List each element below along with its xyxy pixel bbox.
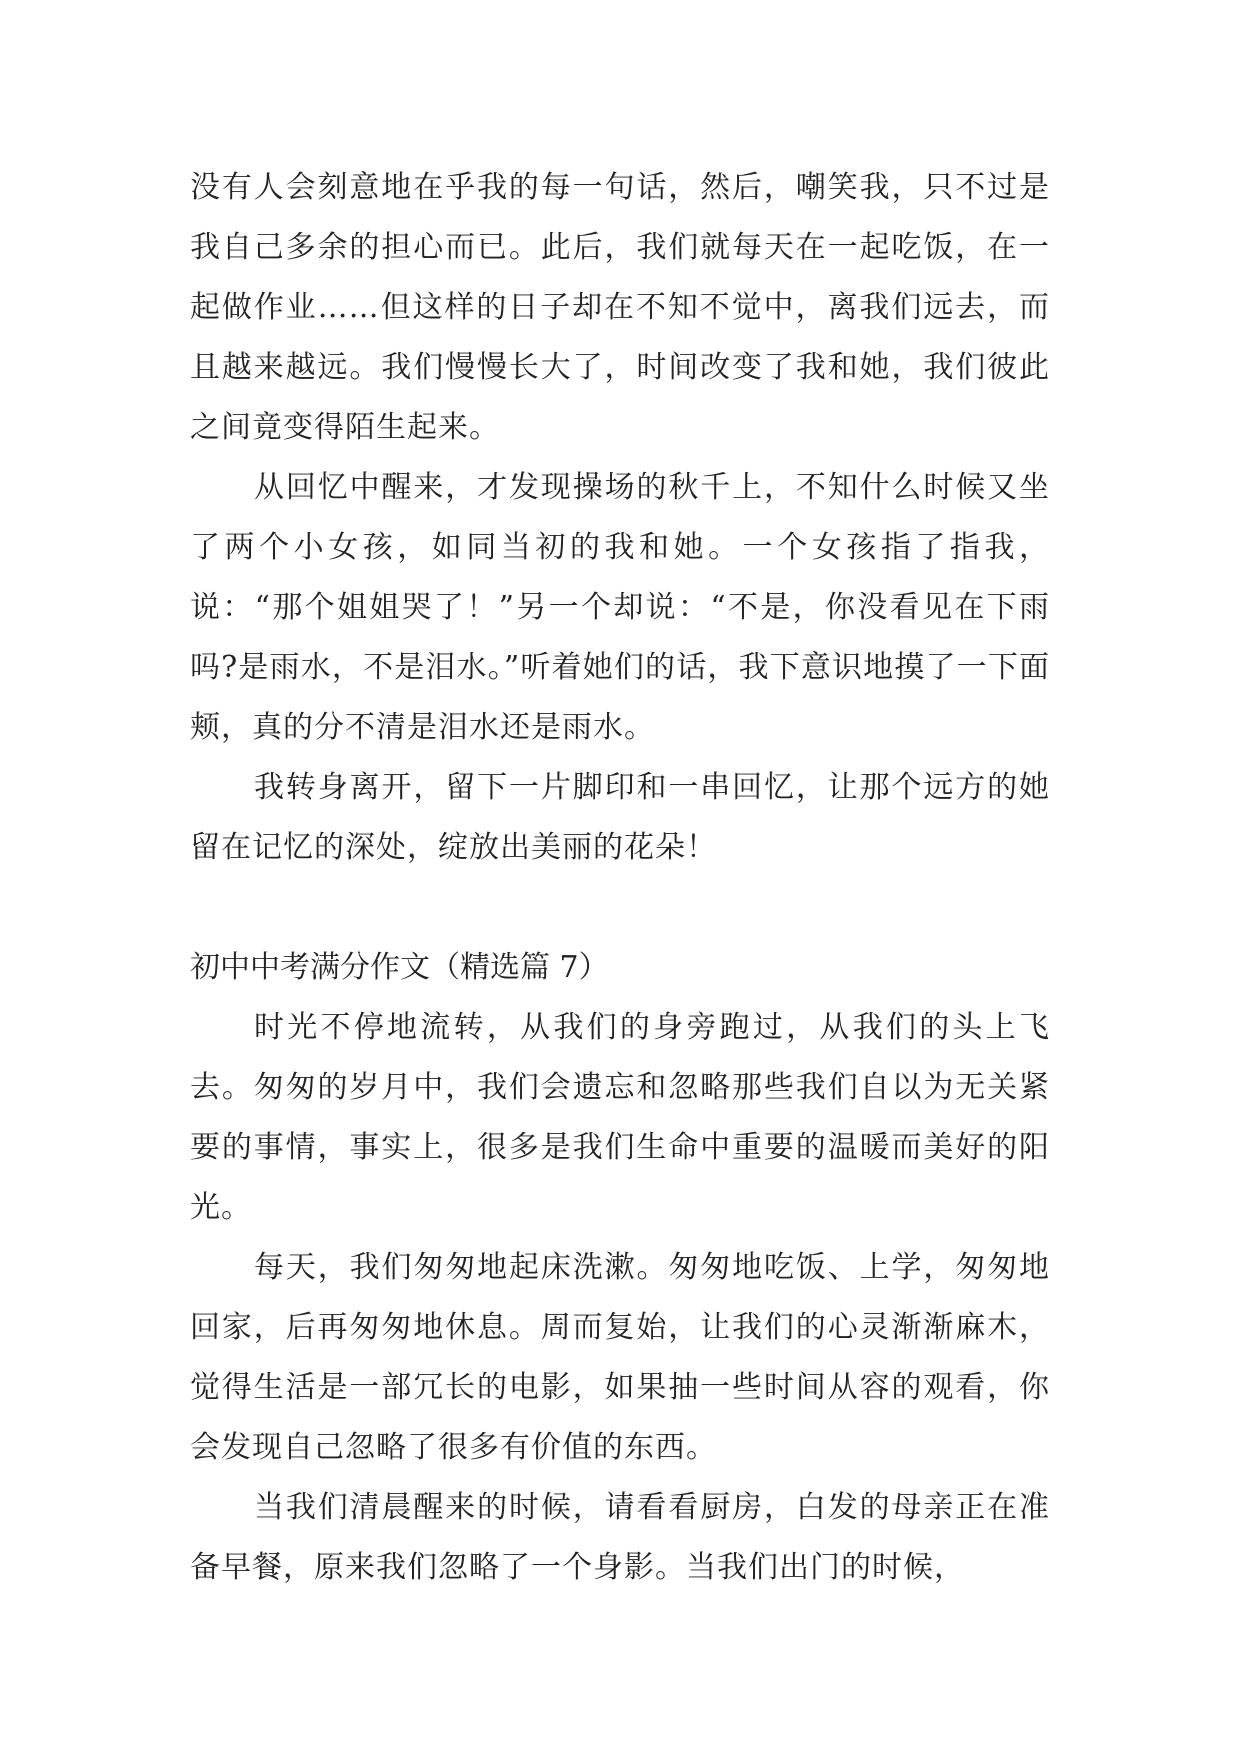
paragraph-morning: 当我们清晨醒来的时候，请看看厨房，白发的母亲正在准备早餐，原来我们忽略了一个身影。当我们出门的时候，	[190, 1490, 1050, 1585]
paragraph-swing-memory: 从回忆中醒来，才发现操场的秋千上，不知什么时候又坐了两个小女孩，如同当初的我和她。一个女孩指了指我，说：“那个姐姐哭了！”另一个却说：“不是，你没看见在下雨吗?是雨水，不是泪水。”听着她们的话，我下意识地摸了一下面颊，真的分不清是泪水还是雨水。	[190, 470, 1050, 745]
document-body	[190, 158, 1050, 1598]
intro-paragraph: 没有人会刻意地在乎我的每一句话，然后，嘲笑我，只不过是我自己多余的担心而已。此后，我们就每天在一起吃饭，在一起做作业……但这样的日子却在不知不觉中，离我们远去，而且越来越远。我们慢慢长大了，时间改变了我和她，我们彼此之间竟变得陌生起来。	[190, 170, 1050, 445]
section-heading: 初中中考满分作文（精选篇 7）	[190, 950, 609, 985]
paragraph-daily-routine: 每天，我们匆匆地起床洗漱。匆匆地吃饭、上学，匆匆地回家，后再匆匆地休息。周而复始，让我们的心灵渐渐麻木，觉得生活是一部冗长的电影，如果抽一些时间从容的观看，你会发现自己忽略了很多有价值的东西。	[190, 1250, 1050, 1465]
paragraph-time-flows: 时光不停地流转，从我们的身旁跑过，从我们的头上飞去。匆匆的岁月中，我们会遗忘和忽略那些我们自以为无关紧要的事情，事实上，很多是我们生命中重要的温暖而美好的阳光。	[190, 1010, 1050, 1225]
paragraph-leaving: 我转身离开，留下一片脚印和一串回忆，让那个远方的她留在记忆的深处，绽放出美丽的花朵！	[190, 770, 1050, 865]
